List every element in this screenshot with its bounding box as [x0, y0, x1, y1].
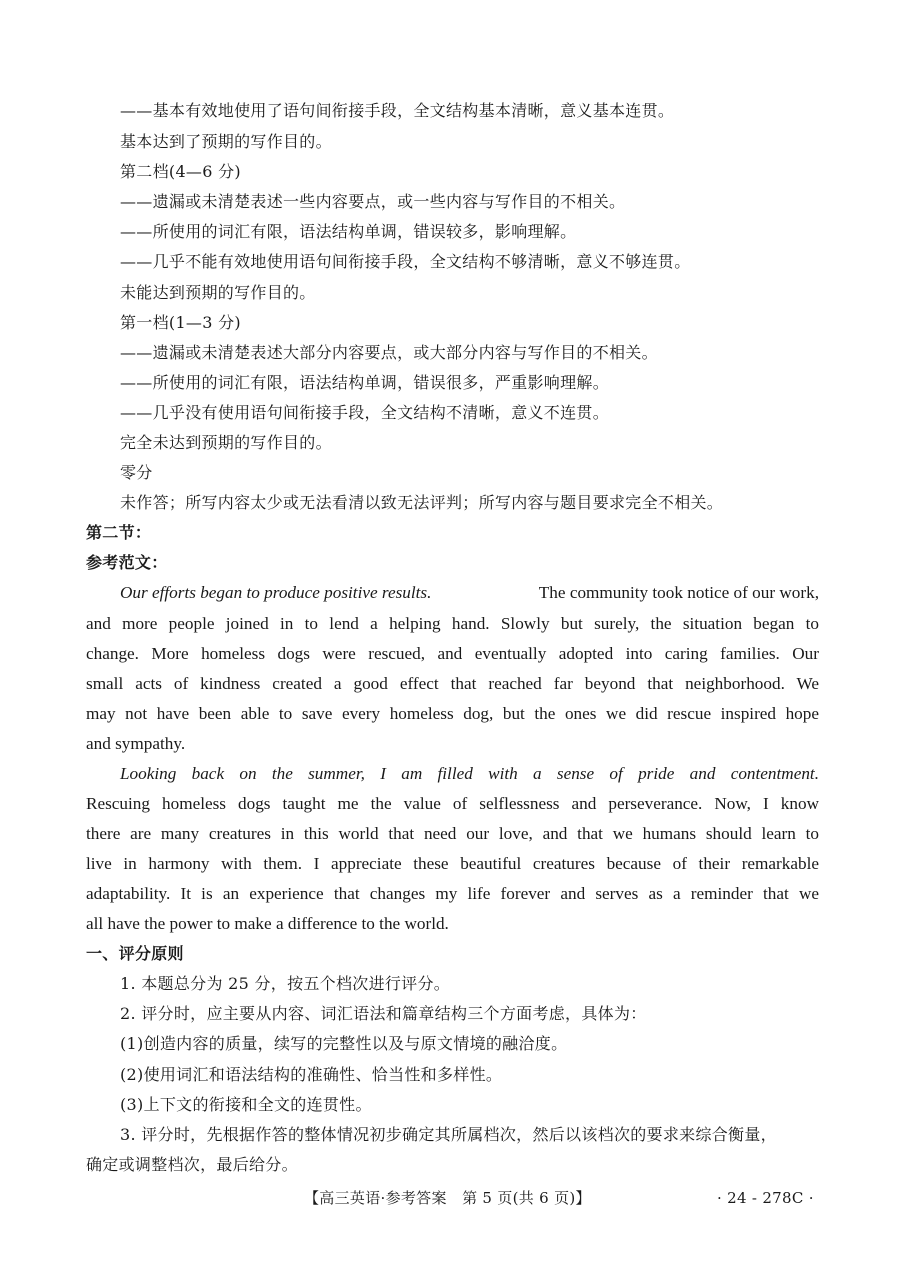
essay-p2-line3: there are many creatures in this world that need our love, and that we humans should learn to [86, 824, 819, 843]
principle-sub-2: (2)使用词汇和语法结构的准确性、恰当性和多样性。 [120, 1065, 503, 1084]
essay-p2-line4: live in harmony with them. I appreciate these beautiful creatures because of their remarkable [86, 854, 819, 873]
grade2-line2: ——所使用的词汇有限，语法结构单调，错误较多，影响理解。 [120, 222, 577, 241]
principle-sub-1: (1)创造内容的质量，续写的完整性以及与原文情境的融洽度。 [120, 1034, 568, 1053]
essay-p1-line4: small acts of kindness created a good effect that reached far beyond that neighborhood. We [86, 674, 819, 693]
zero-title: 零分 [120, 463, 153, 482]
essay-p2-line6: all have the power to make a difference to the world. [86, 914, 449, 933]
zero-line1: 未作答；所写内容太少或无法看清以致无法评判；所写内容与题目要求完全不相关。 [120, 493, 724, 512]
principle-item-3-line1: 3. 评分时，先根据作答的整体情况初步确定其所属档次，然后以该档次的要求来综合衡量， [120, 1125, 777, 1144]
essay-p1-line1 [120, 582, 819, 604]
grade2-line4: 未能达到预期的写作目的。 [120, 283, 316, 302]
grade3-line2: 基本达到了预期的写作目的。 [120, 132, 332, 151]
grade2-line3: ——几乎不能有效地使用语句间衔接手段，全文结构不够清晰，意义不够连贯。 [120, 252, 691, 271]
grade2-title: 第二档(4—6 分) [120, 162, 241, 181]
grade1-title: 第一档(1—3 分) [120, 313, 241, 332]
grade1-line3: ——几乎没有使用语句间衔接手段，全文结构不清晰，意义不连贯。 [120, 403, 610, 422]
essay-p2-lead-sentence: Looking back on the summer, I am filled with a sense of pride and contentment. [120, 764, 819, 783]
principle-item-3-line2: 确定或调整档次，最后给分。 [86, 1155, 298, 1174]
scoring-principles-heading: 一、评分原则 [86, 944, 184, 963]
page-footer-label: 【高三英语·参考答案 第 5 页(共 6 页)】 [304, 1189, 591, 1207]
principle-item-1: 1. 本题总分为 25 分，按五个档次进行评分。 [120, 974, 451, 993]
essay-p2-line2: Rescuing homeless dogs taught me the value of selflessness and perseverance. Now, I know [86, 794, 819, 813]
essay-p2-line5: adaptability. It is an experience that changes my life forever and serves as a reminder that we [86, 884, 819, 903]
essay-p1-line3: change. More homeless dogs were rescued, and eventually adopted into caring families. Our [86, 644, 819, 663]
essay-p1-line5: may not have been able to save every homeless dog, but the ones we did rescue inspired hope [86, 704, 819, 723]
grade1-line4: 完全未达到预期的写作目的。 [120, 433, 332, 452]
principle-sub-3: (3)上下文的衔接和全文的连贯性。 [120, 1095, 372, 1114]
sample-essay-heading: 参考范文： [86, 553, 168, 572]
essay-p1-lead-sentence: Our efforts began to produce positive results. [120, 583, 432, 602]
grade1-line2: ——所使用的词汇有限，语法结构单调，错误很多，严重影响理解。 [120, 373, 610, 392]
essay-p1-line2: and more people joined in to lend a helping hand. Slowly but surely, the situation began to [86, 614, 819, 633]
grade1-line1: ——遗漏或未清楚表述大部分内容要点，或大部分内容与写作目的不相关。 [120, 343, 658, 362]
principle-item-2: 2. 评分时，应主要从内容、词汇语法和篇章结构三个方面考虑，具体为： [120, 1004, 647, 1023]
essay-p1-line6: and sympathy. [86, 734, 186, 753]
grade2-line1: ——遗漏或未清楚表述一些内容要点，或一些内容与写作目的不相关。 [120, 192, 626, 211]
page-footer-code: · 24 - 278C · [717, 1189, 814, 1207]
grade3-line1: ——基本有效地使用了语句间衔接手段，全文结构基本清晰，意义基本连贯。 [120, 101, 675, 120]
essay-p1-line1-rest: The community took notice of our work, [538, 583, 819, 602]
section2-heading: 第二节： [86, 523, 152, 542]
